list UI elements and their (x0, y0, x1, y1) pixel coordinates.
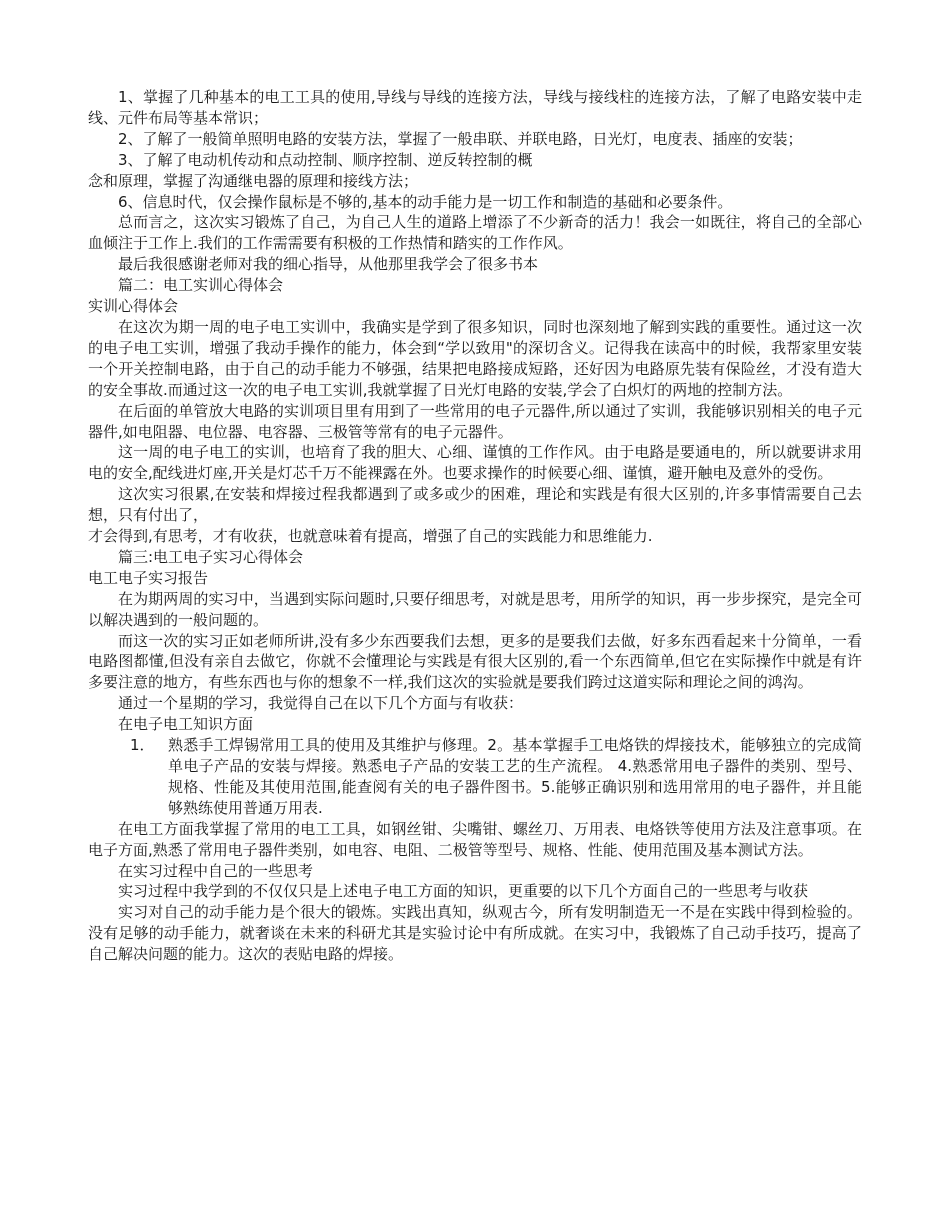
paragraph: 在电子电工知识方面 (118, 715, 254, 734)
paragraph: 念和原理，掌握了沟通继电器的原理和接线方法； (88, 171, 419, 190)
paragraph: 而这一次的实习正如老师所讲,没有多少东西要我们去想，更多的是要我们去做，好多东西看起来十分简单，一看电路图都懂,但没有亲自去做它，你就不会懂理论与实践是有很大区别的,看一个东西简单,但它在实际操作中就是有许多要注意的地方，有些东西也与你的想象不一样,我们这次的实验就是要我们跨过这道实际和理论之间的鸿沟。 (88, 631, 862, 692)
paragraph: 实习过程中我学到的不仅仅只是上述电子电工方面的知识，更重要的以下几个方面自己的一些思考与收获 (118, 882, 809, 901)
paragraph: 篇二：电工实训心得体会 (118, 276, 284, 295)
paragraph: 电工电子实习报告 (88, 568, 209, 587)
paragraph: 最后我很感谢老师对我的细心指导，从他那里我学会了很多书本 (118, 255, 539, 274)
paragraph: 1、掌握了几种基本的电工工具的使用,导线与导线的连接方法，导线与接线柱的连接方法，了解了电路安装中走线、元件布局等基本常识； (88, 88, 862, 127)
paragraph: 篇三:电工电子实习心得体会 (118, 547, 304, 566)
item-number: 1． (130, 736, 155, 755)
paragraph: 在这次为期一周的电子电工实训中，我确实是学到了很多知识，同时也深刻地了解到实践的重要性。通过这一次的电子电工实训，增强了我动手操作的能力，体会到“学以致用"的深切含义。记得我在读高中的时候，我帮家里安装一个开关控制电路，由于自己的动手能力不够强，结果把电路接成短路，还好因为电路原先装有保险丝，才没有造大的安全事故.而通过这一次的电子电工实训,我就掌握了日光灯电路的安装,学会了白炽灯的两地的控制方法。 (88, 317, 862, 399)
paragraph: 通过一个星期的学习，我觉得自己在以下几个方面与有收获： (118, 694, 524, 713)
paragraph: 实训心得体会 (88, 297, 179, 316)
paragraph: 这一周的电子电工的实训，也培育了我的胆大、心细、谨慎的工作作风。由于电路是要通电的，所以就要讲求用电的安全,配线进灯座,开关是灯芯千万不能裸露在外。也要求操作的时候要心细、谨慎，避开触电及意外的受伤。 (88, 443, 862, 483)
numbered-item (88, 735, 862, 819)
paragraph: 在为期两周的实习中，当遇到实际问题时,只要仔细思考，对就是思考，用所学的知识，再一步步探究，是完全可以解决遇到的一般问题的。 (88, 589, 862, 629)
paragraph: 在实习过程中自己的一些思考 (118, 861, 314, 880)
paragraph: 6、信息时代，仅会操作鼠标是不够的,基本的动手能力是一切工作和制造的基础和必要条件。 (118, 192, 733, 211)
paragraph: 3、了解了电动机传动和点动控制、顺序控制、逆反转控制的概 (118, 150, 533, 169)
paragraph: 才会得到,有思考，才有收获，也就意味着有提高，增强了自己的实践能力和思维能力. (88, 527, 653, 546)
paragraph: 在后面的单管放大电路的实训项目里有用到了一些常用的电子元器件,所以通过了实训，我能够识别相关的电子元器件,如电阻器、电位器、电容器、三极管等常有的电子元器件。 (88, 401, 862, 441)
item-text: 熟悉手工焊锡常用工具的使用及其维护与修理。2。基本掌握手工电烙铁的焊接技术，能够独立的完成简单电子产品的安装与焊接。熟悉电子产品的安装工艺的生产流程。 4.熟悉常用电子器件的类别、型号、规格、性能及其使用范围,能查阅有关的电子器件图书。5.能够正确识别和选用常用的电子器件，并且能够熟练使用普通万用表. (168, 736, 862, 817)
paragraph: 2、了解了一般简单照明电路的安装方法，掌握了一般串联、并联电路，日光灯，电度表、插座的安装； (118, 129, 803, 148)
document-body (88, 87, 862, 965)
paragraph: 总而言之，这次实习锻炼了自己，为自己人生的道路上增添了不少新奇的活力！我会一如既往，将自己的全部心血倾注于工作上.我们的工作需需要有积极的工作热情和踏实的工作作风。 (88, 213, 862, 253)
paragraph: 这次实习很累,在安装和焊接过程我都遇到了或多或少的困难，理论和实践是有很大区别的,许多事情需要自己去想，只有付出了， (88, 485, 862, 525)
paragraph: 在电工方面我掌握了常用的电工工具，如钢丝钳、尖嘴钳、螺丝刀、万用表、电烙铁等使用方法及注意事项。在电子方面,熟悉了常用电子器件类别，如电容、电阻、二极管等型号、规格、性能、使用范围及基本测试方法。 (88, 819, 862, 859)
paragraph: 实习对自己的动手能力是个很大的锻炼。实践出真知，纵观古今，所有发明制造无一不是在实践中得到检验的。没有足够的动手能力，就奢谈在未来的科研尤其是实验讨论中有所成就。在实习中，我锻炼了自己动手技巧，提高了自己解决问题的能力。这次的表贴电路的焊接。 (88, 903, 862, 964)
